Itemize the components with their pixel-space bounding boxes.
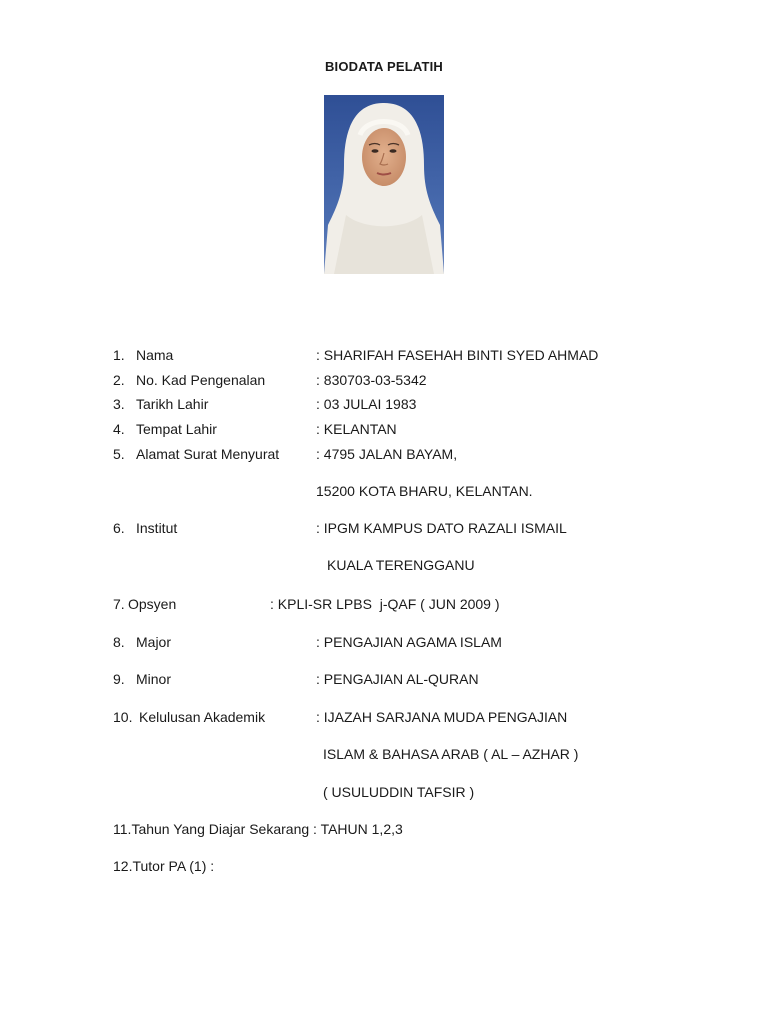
field-value-continuation: 15200 KOTA BHARU, KELANTAN. (316, 483, 533, 499)
field-value: : SHARIFAH FASEHAH BINTI SYED AHMAD (316, 347, 599, 363)
field-value: : IJAZAH SARJANA MUDA PENGAJIAN (316, 709, 568, 725)
field-label: Institut (136, 520, 178, 536)
field-label: Alamat Surat Menyurat (136, 446, 280, 462)
field-value-continuation: ( USULUDDIN TAFSIR ) (323, 784, 475, 800)
field-number: 7. (113, 596, 125, 612)
field-number: 10. (113, 709, 133, 725)
field-value-continuation: KUALA TERENGGANU (327, 557, 475, 573)
field-label: Kelulusan Akademik (139, 709, 266, 725)
field-number: 5. (113, 446, 125, 462)
field-value: : KPLI-SR LPBS j-QAF ( JUN 2009 ) (270, 596, 500, 612)
field-label: Opsyen (128, 596, 177, 612)
field-number: 1. (113, 347, 125, 363)
field-label: Major (136, 634, 172, 650)
field-value: : 03 JULAI 1983 (316, 396, 417, 412)
field-label: Nama (136, 347, 174, 363)
field-value: : KELANTAN (316, 421, 397, 437)
page-title: BIODATA PELATIH (324, 59, 444, 74)
field-number: 2. (113, 372, 125, 388)
field-number: 9. (113, 671, 125, 687)
field-value: : 830703-03-5342 (316, 372, 427, 388)
field-label: Tempat Lahir (136, 421, 217, 437)
field-label: Tutor PA (1) (132, 858, 207, 874)
field-value: : IPGM KAMPUS DATO RAZALI ISMAIL (316, 520, 567, 536)
field-number: 4. (113, 421, 125, 437)
field-label: Tarikh Lahir (136, 396, 209, 412)
field-line (113, 858, 214, 874)
portrait-photo (324, 95, 444, 274)
field-value: : 4795 JALAN BAYAM, (316, 446, 458, 462)
field-label: Minor (136, 671, 172, 687)
field-number: 12. (113, 858, 133, 874)
field-label: Tahun Yang Diajar Sekarang (131, 821, 310, 837)
field-value-continuation: ISLAM & BAHASA ARAB ( AL – AZHAR ) (323, 746, 579, 762)
field-number: 6. (113, 520, 125, 536)
field-value: : TAHUN 1,2,3 (313, 821, 403, 837)
field-line (113, 821, 403, 837)
field-value: : PENGAJIAN AL-QURAN (316, 671, 479, 687)
field-label: No. Kad Pengenalan (136, 372, 266, 388)
field-number: 11. (113, 821, 132, 837)
field-value: : (210, 858, 215, 874)
field-value: : PENGAJIAN AGAMA ISLAM (316, 634, 502, 650)
field-number: 3. (113, 396, 125, 412)
field-number: 8. (113, 634, 125, 650)
